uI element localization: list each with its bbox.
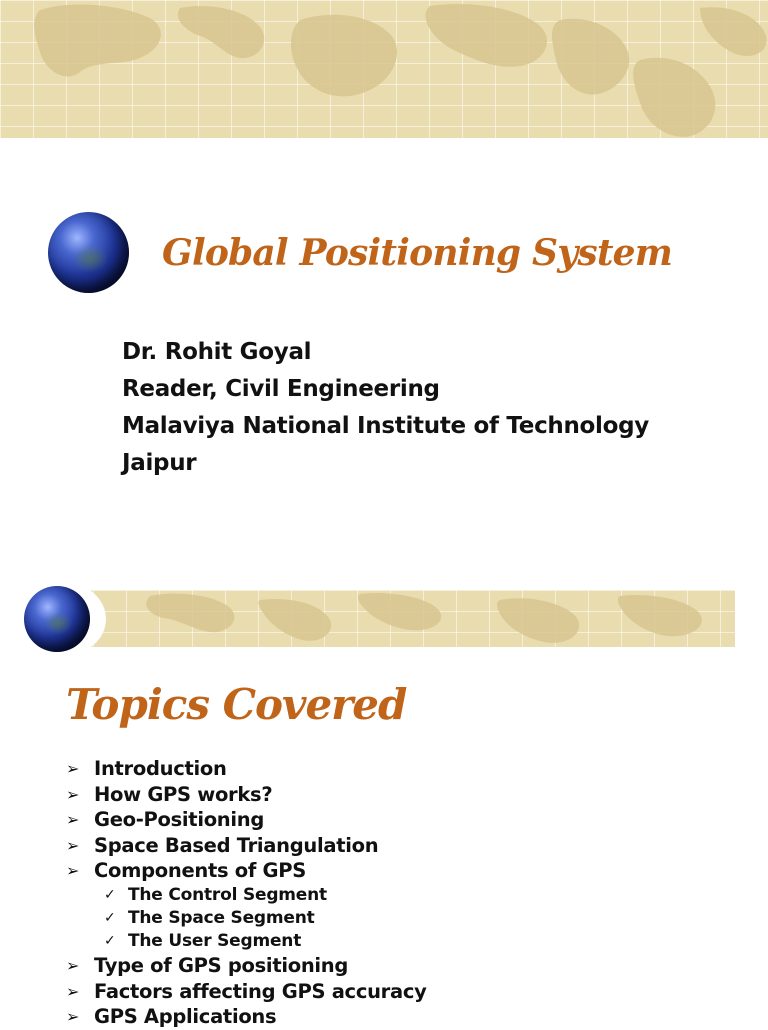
checkmark-bullet-icon: ✓ (104, 886, 116, 903)
world-map-decoration (60, 590, 735, 647)
arrow-bullet-icon: ➢ (66, 955, 80, 975)
topic-item (66, 930, 427, 953)
world-map-banner (0, 0, 768, 138)
topic-label: Type of GPS positioning (94, 953, 349, 977)
globe-icon (24, 586, 90, 652)
topic-label: Space Based Triangulation (94, 833, 379, 857)
topic-label: Introduction (94, 757, 227, 780)
arrow-bullet-icon: ➢ (66, 784, 80, 804)
world-map-decoration (0, 0, 768, 138)
topic-label: The Space Segment (128, 907, 315, 928)
arrow-bullet-icon: ➢ (66, 861, 80, 881)
topic-item (66, 807, 427, 833)
topics-list (66, 756, 427, 1030)
author-position: Reader, Civil Engineering (122, 376, 440, 402)
topic-label: Factors affecting GPS accuracy (94, 979, 427, 1003)
arrow-bullet-icon: ➢ (66, 1007, 80, 1027)
author-name: Dr. Rohit Goyal (122, 339, 312, 365)
topic-item (66, 858, 427, 884)
topic-label: The User Segment (128, 930, 302, 951)
topic-item (66, 907, 427, 930)
world-map-banner (60, 590, 735, 647)
arrow-bullet-icon: ➢ (66, 835, 80, 855)
globe-icon (48, 212, 129, 293)
topic-item (66, 979, 427, 1005)
topic-item (66, 1004, 427, 1030)
slide-title: Global Positioning System (162, 232, 673, 274)
topic-item (66, 833, 427, 859)
author-city: Jaipur (122, 450, 197, 476)
topic-item (66, 884, 427, 907)
topic-label: The Control Segment (128, 884, 327, 905)
checkmark-bullet-icon: ✓ (104, 909, 116, 926)
topic-label: Geo-Positioning (94, 808, 265, 832)
arrow-bullet-icon: ➢ (66, 810, 80, 830)
slide-title: Topics Covered (66, 680, 407, 729)
topic-item (66, 756, 427, 782)
topic-item (66, 953, 427, 979)
author-institute: Malaviya National Institute of Technology (122, 413, 649, 439)
checkmark-bullet-icon: ✓ (104, 932, 116, 949)
topic-label: GPS Applications (94, 1005, 277, 1029)
topic-label: How GPS works? (94, 782, 273, 806)
author-info (122, 334, 649, 482)
arrow-bullet-icon: ➢ (66, 981, 80, 1001)
arrow-bullet-icon: ➢ (66, 759, 80, 778)
topic-item (66, 782, 427, 808)
topic-label: Components of GPS (94, 859, 306, 883)
